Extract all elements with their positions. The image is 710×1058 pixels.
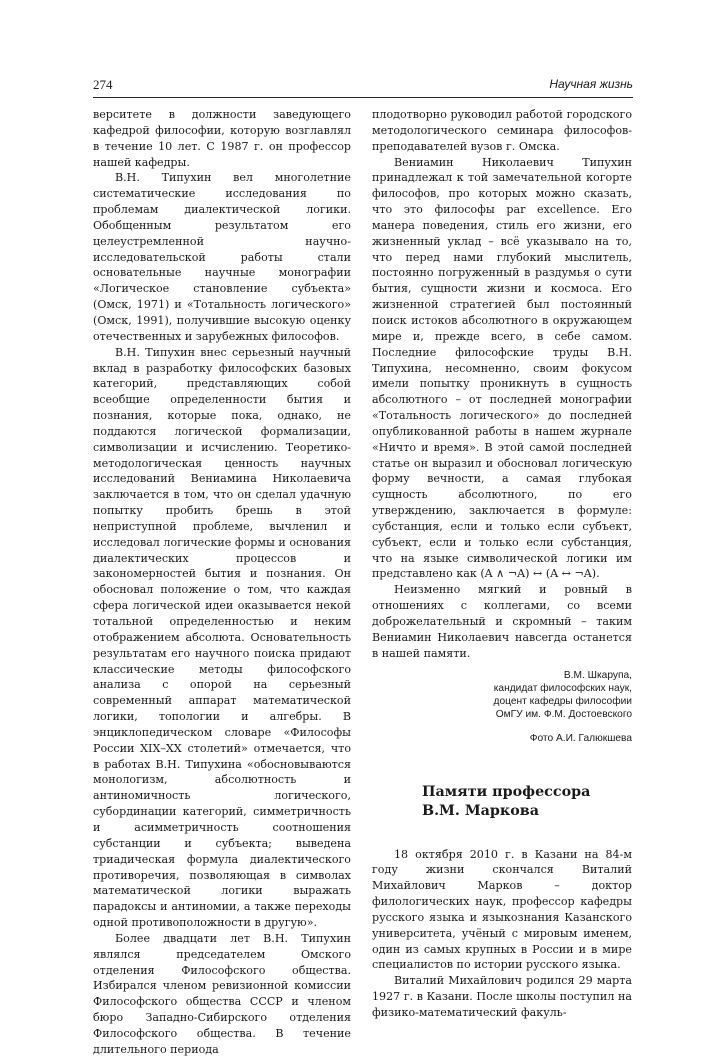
signature-line: кандидат философских наук,: [493, 682, 632, 694]
paragraph: верситете в должности заведующего кафедрой философии, которую возглавлял в течение 10 лет. С 1987 г. он профессор нашей кафедры.: [93, 108, 351, 169]
photo-credit: Фото А.И. Галюкшева: [529, 732, 632, 744]
signature-line: ОмГУ им. Ф.М. Достоевского: [495, 709, 632, 721]
paragraph: 18 октября 2010 г. в Казани на 84-м году жизни скончался Виталий Михайлович Марков – доктор филологических наук, профессор кафедры русского языка и языкознания Казанского университета, учёный с мировым именем, один из самых крупных в России и в мире специалистов по истории русского языка.: [372, 847, 632, 972]
page-number: 274: [93, 77, 113, 92]
paragraph: Вениамин Николаевич Типухин принадлежал к той замечательной когорте философов, про которых можно сказать, что это философы par excellence. Его манера поведения, стиль его жизни, его жизненный уклад – всё указывало на то, что перед нами глубокий мыслитель, постоянно погруженный в раздумья о сути бытия, сущности жизни и космоса. Его жизненной стратегией был постоянный поиск истоков абсолютного в окружающем мире и, прежде всего, в себе самом. Последние философские труды В.Н. Типухина, несомненно, своим фокусом имели попытку проникнуть в сущность абсолютного – от последней монографии «Тотальность логического» до последней опубликованной работы в нашем журнале «Ничто и время». В этой самой последней статье он выразил и обосновал логическую форму вечности, а самая глубокая сущность абсолютного, по его утверждению, заключается в формуле: субстанция, если и только если субъект, субъект, если и только если субстанция, что на языке символической логики им представлено как (A ∧ ¬A) ↔ (A ↔ ¬A).: [372, 155, 632, 581]
paragraph: Более двадцати лет В.Н. Типухин являлся председателем Омского отделения Философского общества. Избирался членом ревизионной комиссии Философского общества СССР и членом бюро Западно-Сибирского отделения Философского общества. В течение длительного периода: [93, 931, 351, 1056]
paragraph: Виталий Михайлович родился 29 марта 1927 г. в Казани. После школы поступил на физико-математический факуль-: [372, 974, 632, 1019]
section-title: Научная жизнь: [549, 77, 633, 91]
paragraph: В.Н. Типухин вел многолетние систематические исследования по проблемам диалектической логики. Обобщенным результатом его целеустремленной научно-исследовательской работы стали основательные научные монографии «Логическое становление субъекта» (Омск, 1971) и «Тотальность логического» (Омск, 1991), получившие высокую оценку отечественных и зарубежных философов.: [93, 171, 351, 343]
signature-line: В.М. Шкарупа,: [563, 669, 632, 681]
obituary-title: [422, 783, 632, 821]
paragraph: В.Н. Типухин внес серьезный научный вклад в разработку философских базовых категорий, представляющих собой всеобщие определенности бытия и познания, которые пока, однако, не поддаются логической формализации, символизации и исчислению. Теоретико-методологическая ценность научных исследований Вениамина Николаевича заключается в том, что он сделал удачную попытку пробить брешь в этой неприступной проблеме, вычленил и исследовал логические формы и основания диалектических процессов и закономерностей бытия и познания. Он обосновал положение о том, что каждая сфера логической идеи оказывается некой тотальной определенностью и неким отображением абсолюта. Основательность результатам его научного поиска придают классические методы философского анализа с опорой на серьезный современный аппарат математической логики, топологии и алгебры. В энциклопедическом словаре «Философы России XIX–XX столетий» отмечается, что в работах В.Н. Типухина «обосновываются монологизм, абсолютность и антиномичность логического, субординации категорий, симметричность и асимметричность соотношения субстанции и субъекта; выведена триадическая формула диалектического противоречия, позволяющая в символах математической логики выражать парадоксы и антиномии, а также переходы одной противоположности в другую».: [93, 345, 351, 930]
signature-line: доцент кафедры философии: [493, 696, 632, 708]
obituary-title-line: Памяти профессора: [422, 783, 591, 800]
running-header: [93, 77, 633, 98]
obituary-title-line: В.М. Маркова: [422, 802, 539, 819]
right-column: [372, 107, 632, 1021]
paragraph: Неизменно мягкий и ровный в отношениях с коллегами, со всеми доброжелательный и скромный – таким Вениамин Николаевич навсегда останется в нашей памяти.: [372, 583, 632, 660]
left-column: [93, 107, 351, 1058]
paragraph: плодотворно руководил работой городского методологического семинара философов-преподавателей вузов г. Омска.: [372, 108, 632, 153]
author-signature: [372, 669, 632, 722]
